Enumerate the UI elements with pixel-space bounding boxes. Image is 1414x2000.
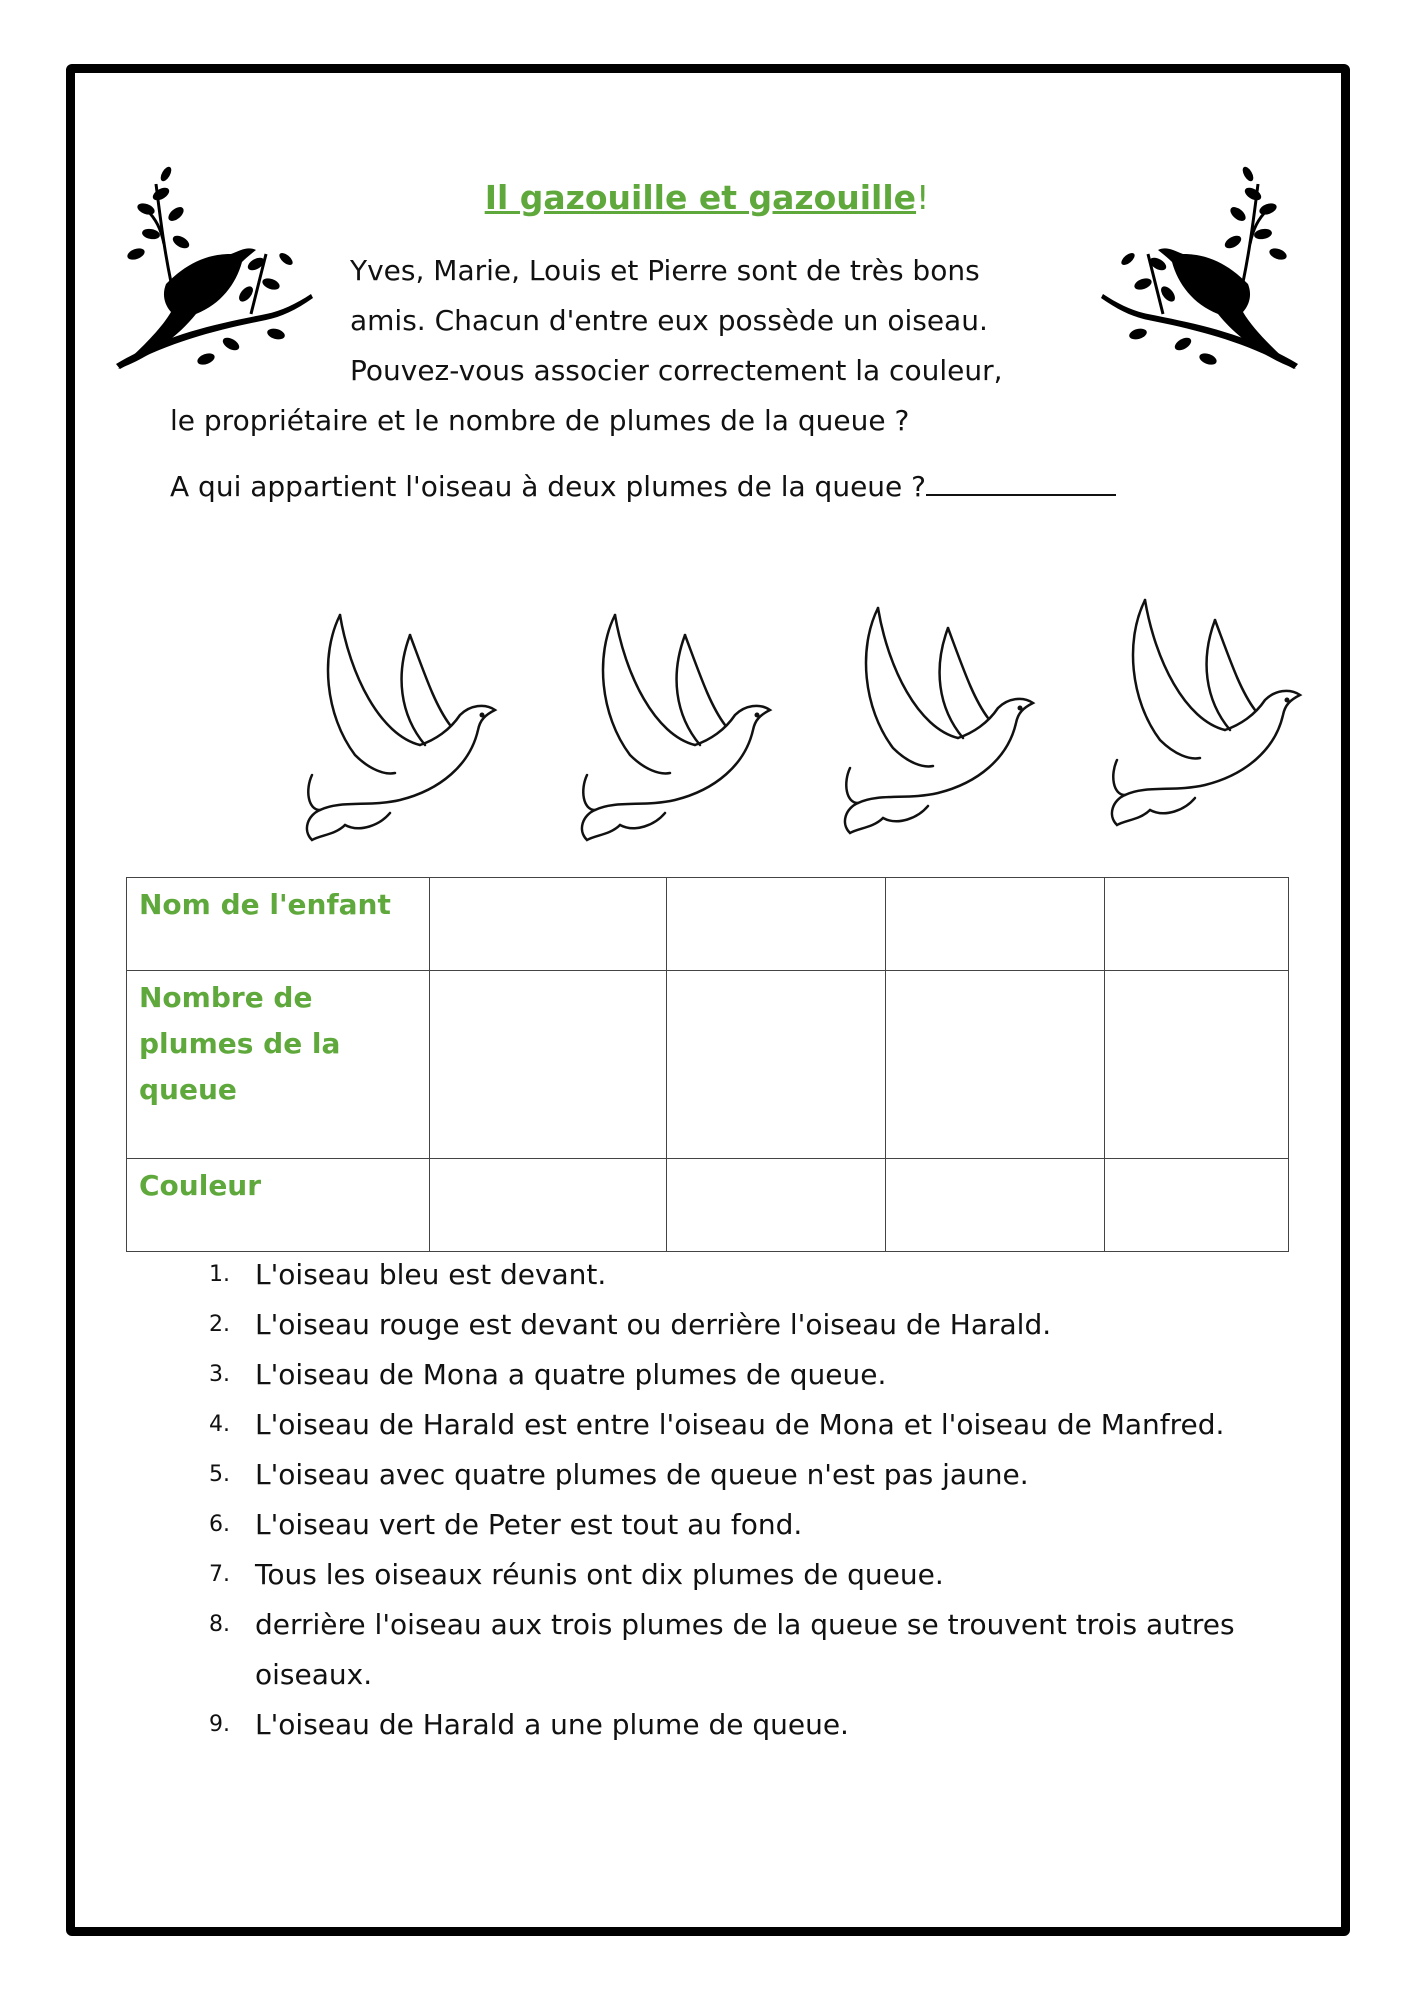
clue-number: 3. — [209, 1362, 230, 1387]
dove-outline-icon — [1105, 580, 1315, 835]
clue-number: 4. — [209, 1412, 230, 1437]
clue-item — [200, 1350, 1280, 1400]
row-label-feathers: Nombre de plumes de la queue — [127, 971, 430, 1159]
answer-cell[interactable] — [430, 1159, 667, 1252]
row-label-color: Couleur — [127, 1159, 430, 1252]
clue-text: L'oiseau vert de Peter est tout au fond. — [255, 1508, 803, 1541]
clue-number: 1. — [209, 1262, 230, 1287]
answer-cell[interactable] — [1105, 971, 1289, 1159]
clue-item — [200, 1550, 1280, 1600]
clue-item — [200, 1500, 1280, 1550]
table-row — [127, 1159, 1289, 1252]
intro-paragraph — [350, 246, 1003, 396]
clue-item — [200, 1400, 1280, 1450]
table-row — [127, 971, 1289, 1159]
clue-item — [200, 1600, 1280, 1700]
answer-cell[interactable] — [430, 971, 667, 1159]
answer-cell[interactable] — [886, 971, 1105, 1159]
clue-item — [200, 1700, 1280, 1750]
clue-number: 9. — [209, 1712, 230, 1737]
answer-cell[interactable] — [430, 878, 667, 971]
clue-text: L'oiseau avec quatre plumes de queue n'est pas jaune. — [255, 1458, 1029, 1491]
answer-cell[interactable] — [886, 878, 1105, 971]
title-text: Il gazouille et gazouille — [484, 178, 917, 217]
clue-text: L'oiseau rouge est devant ou derrière l'oiseau de Harald. — [255, 1308, 1052, 1341]
worksheet-title — [0, 178, 1414, 217]
clue-number: 8. — [209, 1612, 230, 1637]
row-label-name: Nom de l'enfant — [127, 878, 430, 971]
clue-number: 2. — [209, 1312, 230, 1337]
answer-cell[interactable] — [667, 971, 886, 1159]
intro-line: amis. Chacun d'entre eux possède un oiseau. — [350, 304, 988, 337]
answer-table — [126, 877, 1289, 1252]
clue-item — [200, 1250, 1280, 1300]
intro-line: le propriétaire et le nombre de plumes de la queue ? — [170, 404, 910, 437]
question-text: A qui appartient l'oiseau à deux plumes de la queue ? — [170, 470, 927, 503]
clue-text: L'oiseau de Mona a quatre plumes de queue. — [255, 1358, 887, 1391]
intro-line: Pouvez-vous associer correctement la couleur, — [350, 354, 1003, 387]
clue-text: derrière l'oiseau aux trois plumes de la queue se trouvent trois autres oiseaux. — [255, 1608, 1235, 1691]
intro-line: Yves, Marie, Louis et Pierre sont de très bons — [350, 254, 980, 287]
dove-outline-icon — [575, 595, 785, 850]
clue-number: 5. — [209, 1462, 230, 1487]
question — [170, 466, 1116, 503]
dove-outline-icon — [300, 595, 510, 850]
intro-paragraph-end — [170, 396, 909, 446]
title-exclamation: ! — [916, 178, 930, 217]
clue-text: Tous les oiseaux réunis ont dix plumes de queue. — [255, 1558, 944, 1591]
clue-number: 7. — [209, 1562, 230, 1587]
clue-number: 6. — [209, 1512, 230, 1537]
answer-cell[interactable] — [667, 1159, 886, 1252]
clue-text: L'oiseau de Harald est entre l'oiseau de Mona et l'oiseau de Manfred. — [255, 1408, 1225, 1441]
answer-cell[interactable] — [667, 878, 886, 971]
answer-blank[interactable] — [926, 466, 1116, 496]
clue-item — [200, 1450, 1280, 1500]
answer-cell[interactable] — [1105, 878, 1289, 971]
table-row — [127, 878, 1289, 971]
clue-item — [200, 1300, 1280, 1350]
clue-text: L'oiseau de Harald a une plume de queue. — [255, 1708, 849, 1741]
answer-cell[interactable] — [1105, 1159, 1289, 1252]
answer-cell[interactable] — [886, 1159, 1105, 1252]
clue-text: L'oiseau bleu est devant. — [255, 1258, 607, 1291]
dove-outline-icon — [838, 588, 1048, 843]
clue-list — [200, 1250, 1280, 1750]
